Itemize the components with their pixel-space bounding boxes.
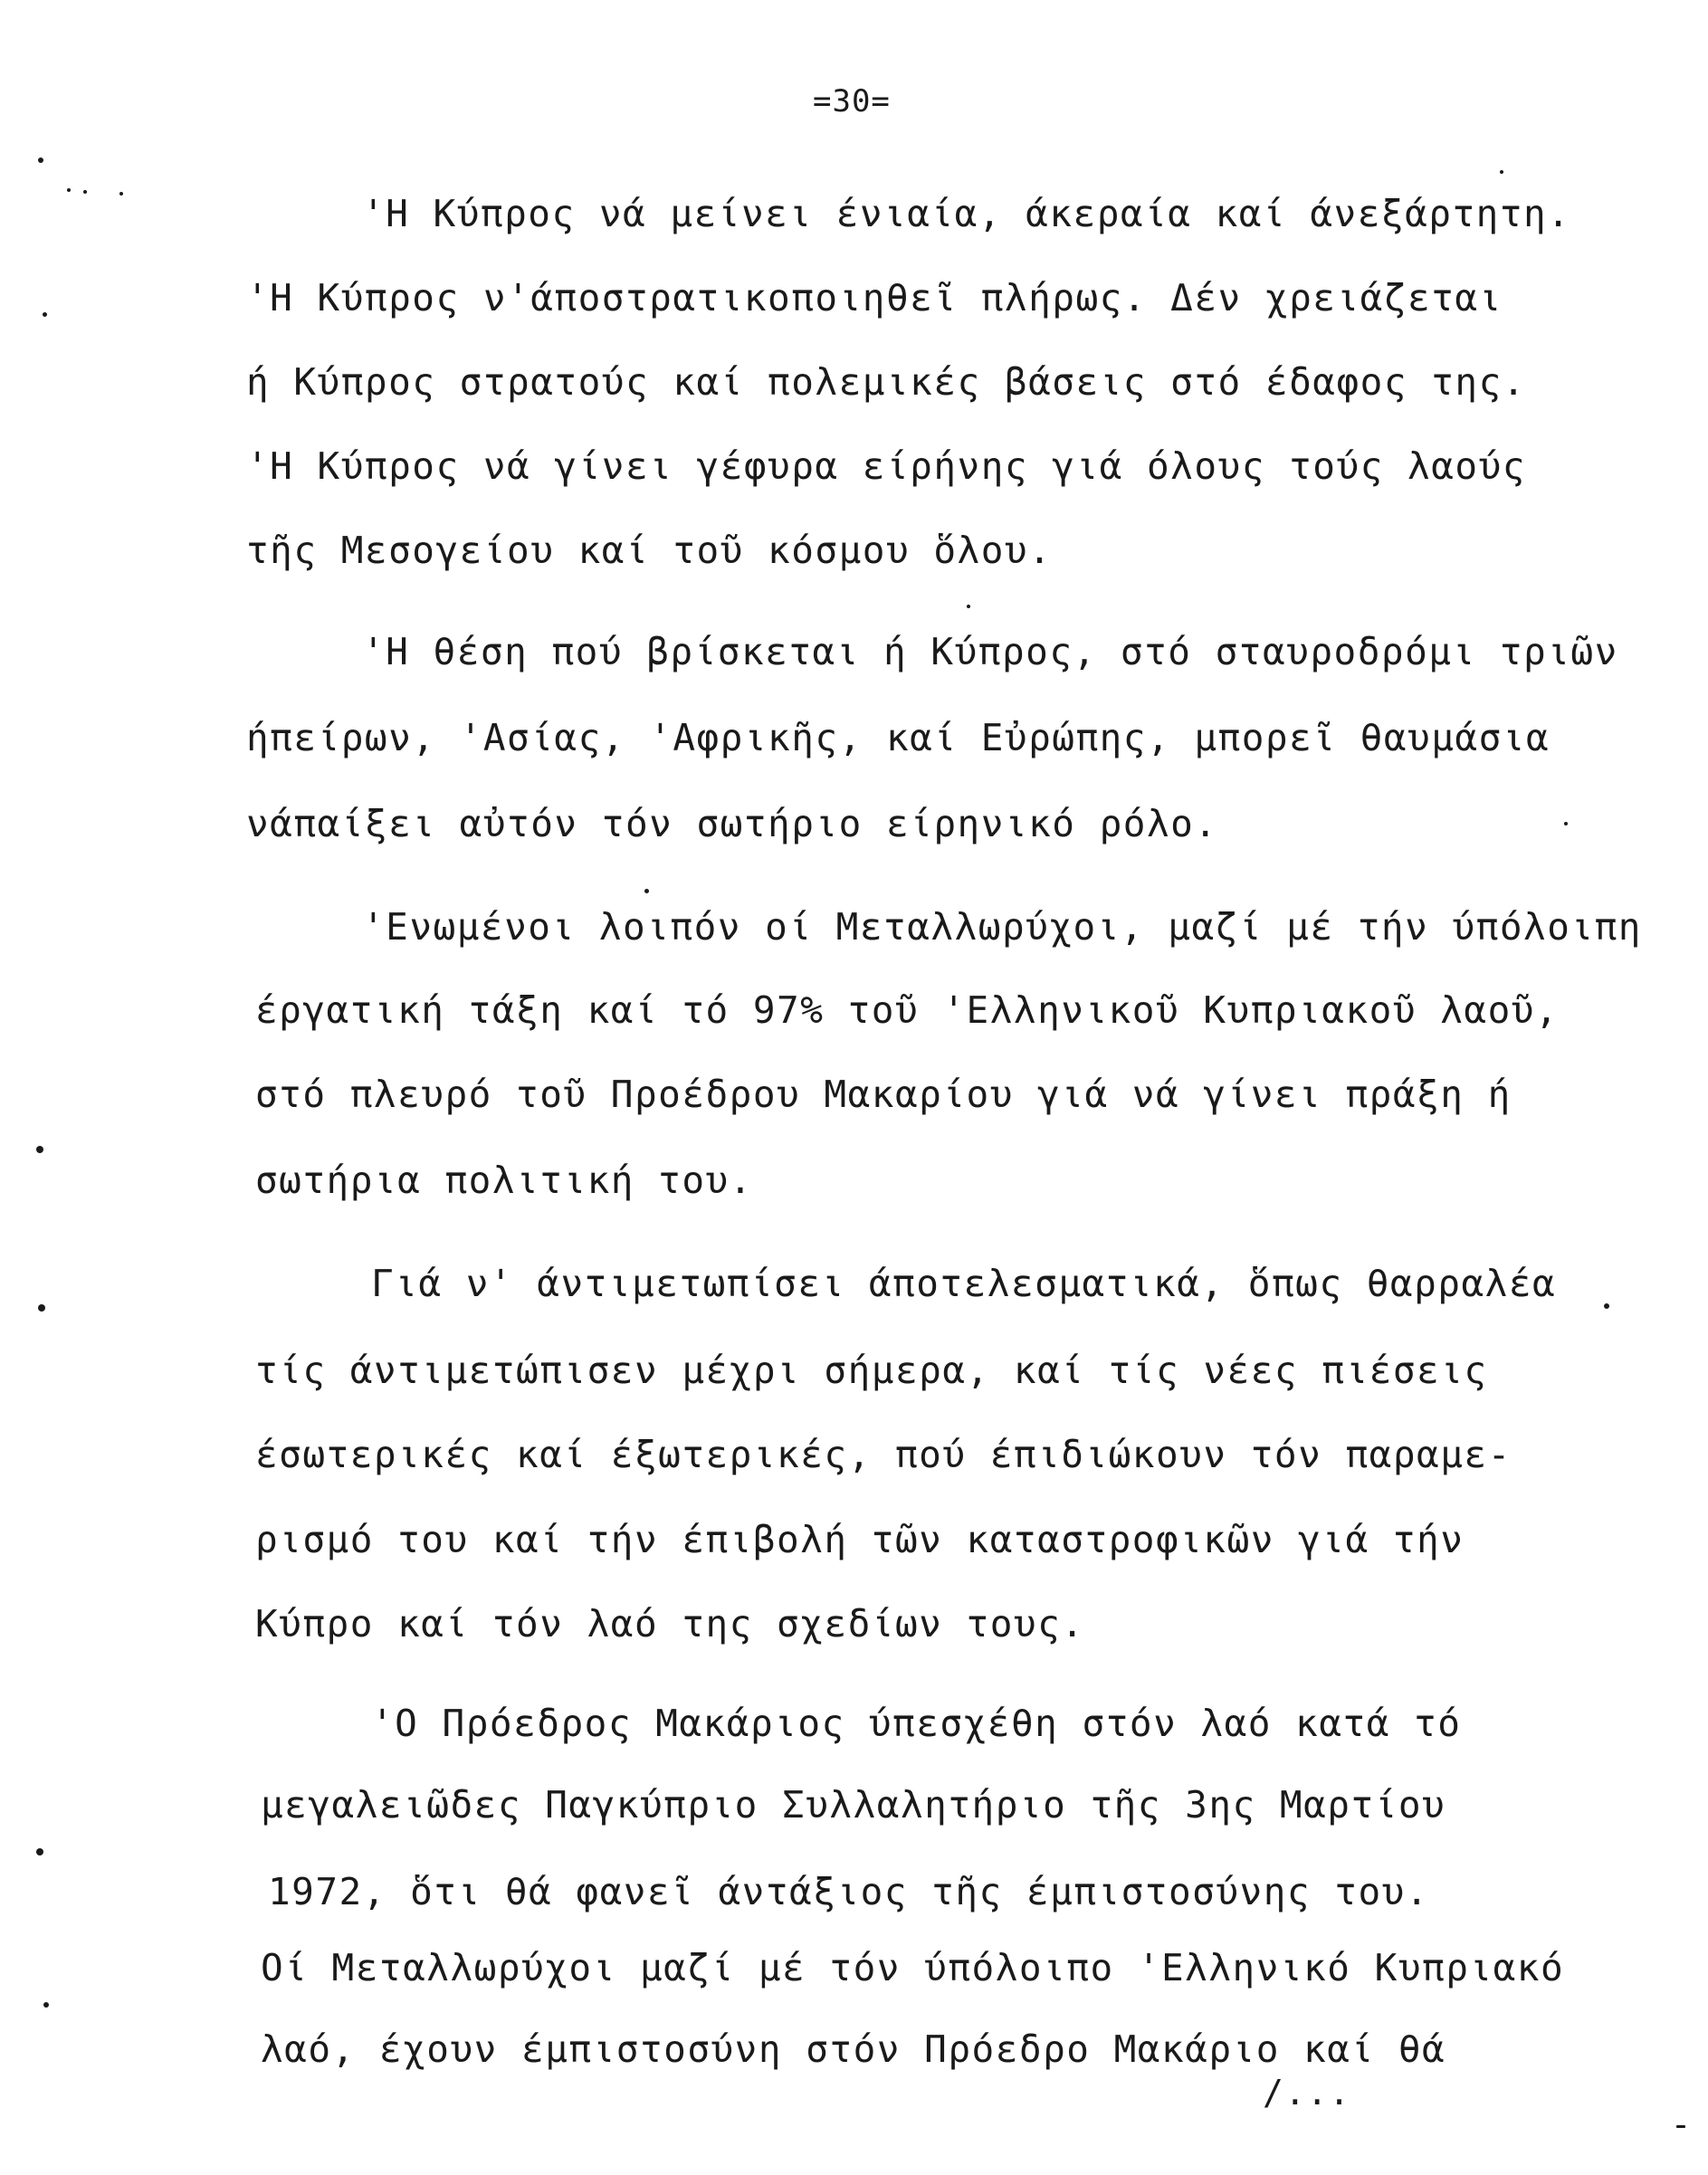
scan-speck	[83, 190, 87, 194]
scan-speck	[644, 889, 649, 893]
paragraph-line: 'Η Κύπρος νά γίνει γέφυρα είρήνης γιά όλους τούς λαούς	[246, 444, 1526, 488]
paragraph-line: Γιά ν' άντιμετωπίσει άποτελεσματικά, ὅπως θαρραλέα	[371, 1262, 1557, 1305]
paragraph-line: στό πλευρό τοῦ Προέδρου Μακαρίου γιά νά γίνει πράξη ή	[255, 1073, 1512, 1116]
scan-speck	[43, 2002, 49, 2008]
paragraph-line: ήπείρων, 'Ασίας, 'Αφρικῆς, καί Εὐρώπης, μπορεῖ θαυμάσια	[246, 716, 1551, 759]
paragraph-line: νάπαίξει αὐτόν τόν σωτήριο είρηνικό ρόλο.	[246, 802, 1218, 845]
paragraph-line: έργατική τάξη καί τό 97% τοῦ 'Ελληνικοῦ Κυπριακοῦ λαοῦ,	[255, 988, 1560, 1032]
paragraph-line: ή Κύπρος στρατούς καί πολεμικές βάσεις στό έδαφος της.	[246, 360, 1526, 404]
paragraph-line: 1972, ὅτι θά φανεῖ άντάξιος τῆς έμπιστοσύνης του.	[268, 1870, 1430, 1913]
paragraph-line: έσωτερικές καί έξωτερικές, πού έπιδιώκουν τόν παραμε-	[255, 1433, 1512, 1476]
paragraph-line: Κύπρο καί τόν λαό της σχεδίων τους.	[255, 1602, 1085, 1646]
paragraph-line: 'Ο Πρόεδρος Μακάριος ύπεσχέθη στόν λαό κατά τό	[371, 1702, 1462, 1745]
scan-speck	[1604, 1303, 1609, 1309]
paragraph-line: 'Η Κύπρος νά μείνει ένιαία, άκεραία καί άνεξάρτητη.	[362, 192, 1571, 235]
scan-speck	[119, 192, 123, 196]
paragraph-line: ρισμό του καί τήν έπιβολή τῶν καταστροφικῶν γιά τήν	[255, 1518, 1465, 1561]
paragraph-line: τῆς Μεσογείου καί τοῦ κόσμου ὅλου.	[246, 529, 1053, 572]
scan-speck	[36, 1848, 43, 1855]
scan-speck	[67, 188, 71, 192]
paragraph-line: Οί Μεταλλωρύχοι μαζί μέ τόν ύπόλοιπο 'Ελληνικό Κυπριακό	[261, 1946, 1565, 1989]
paragraph-line: σωτήρια πολιτική του.	[255, 1159, 753, 1202]
scan-speck	[1564, 822, 1568, 825]
paragraph-line: 'Η Κύπρος ν'άποστρατικοποιηθεῖ πλήρως. Δέν χρειάζεται	[246, 276, 1503, 320]
paragraph-line: 'Η θέση πού βρίσκεται ή Κύπρος, στό σταυροδρόμι τριῶν	[362, 630, 1618, 673]
page-number: =30=	[813, 83, 891, 119]
scan-speck	[38, 157, 43, 163]
scan-speck	[38, 1304, 45, 1312]
paragraph-line: μεγαλειῶδες Παγκύπριο Συλλαλητήριο τῆς 3ης Μαρτίου	[261, 1783, 1446, 1827]
continuation-mark: /...	[1263, 2073, 1351, 2113]
paragraph-line: τίς άντιμετώπισεν μέχρι σήμερα, καί τίς νέες πιέσεις	[255, 1349, 1488, 1392]
paragraph-line: λαό, έχουν έμπιστοσύνη στόν Πρόεδρο Μακάριο καί θά	[261, 2027, 1446, 2071]
scan-speck	[1500, 170, 1503, 174]
scan-speck	[1676, 2125, 1685, 2128]
scan-speck	[967, 605, 970, 608]
paragraph-line: 'Ενωμένοι λοιπόν οί Μεταλλωρύχοι, μαζί μέ τήν ύπόλοιπη	[362, 905, 1642, 949]
scan-speck	[36, 1146, 43, 1153]
scan-speck	[43, 312, 47, 317]
